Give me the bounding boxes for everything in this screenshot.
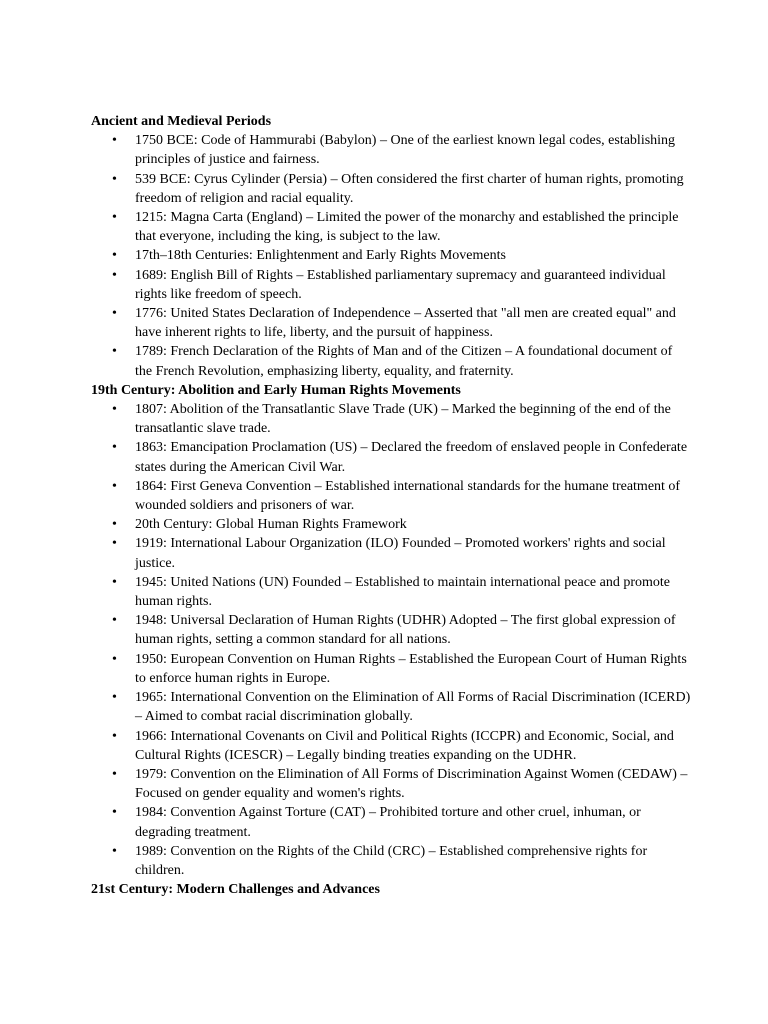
bullet-icon: • [112, 766, 117, 782]
list-item-text: 1950: European Convention on Human Rights – Established the European Court of Human Rights to enforce human rights in Europe. [135, 651, 687, 686]
list-item-text: 1215: Magna Carta (England) – Limited the power of the monarchy and established the principle that everyone, including the king, is subject to the law. [135, 210, 679, 245]
list-item [91, 573, 691, 611]
list-item-text: 20th Century: Global Human Rights Framework [135, 517, 407, 533]
list-item [91, 208, 691, 246]
list-item [91, 342, 691, 380]
section-heading: 21st Century: Modern Challenges and Advances [91, 882, 380, 898]
bullet-icon: • [112, 574, 117, 590]
bullet-icon: • [112, 344, 117, 360]
list-item [91, 515, 691, 534]
bullet-icon: • [112, 728, 117, 744]
list-item-text: 1864: First Geneva Convention – Established international standards for the humane treatment of wounded soldiers and prisoners of war. [135, 478, 681, 514]
bullet-list [91, 400, 691, 880]
list-item-text: 1945: United Nations (UN) Founded – Established to maintain international peace and promote human rights. [135, 574, 670, 610]
document-body [91, 112, 691, 899]
bullet-icon: • [112, 651, 117, 667]
list-item [91, 266, 691, 304]
bullet-icon: • [112, 248, 117, 264]
bullet-list [91, 131, 691, 381]
list-item-text: 1984: Convention Against Torture (CAT) – Prohibited torture and other cruel, inhuman, or degrading treatment. [135, 805, 641, 840]
list-item [91, 131, 691, 169]
bullet-icon: • [112, 267, 117, 283]
bullet-icon: • [112, 478, 117, 494]
list-item-text: 1979: Convention on the Elimination of All Forms of Discrimination Against Women (CEDAW) – Focused on gender equality and women's rights. [135, 766, 688, 802]
section-heading: 19th Century: Abolition and Early Human Rights Movements [91, 382, 461, 398]
list-item [91, 534, 691, 572]
bullet-icon: • [112, 536, 117, 552]
section-heading: Ancient and Medieval Periods [91, 114, 272, 129]
bullet-icon: • [112, 690, 117, 706]
list-item-text: 17th–18th Centuries: Enlightenment and Early Rights Movements [135, 248, 506, 264]
list-item-text: 1863: Emancipation Proclamation (US) – Declared the freedom of enslaved people in Confederate states during the American Civil War. [135, 440, 688, 475]
bullet-icon: • [112, 440, 117, 456]
section-ancient-medieval [91, 112, 691, 381]
list-item [91, 688, 691, 726]
list-item [91, 803, 691, 841]
list-item-text: 1989: Convention on the Rights of the Child (CRC) – Established comprehensive rights for children. [135, 843, 648, 878]
list-item [91, 438, 691, 476]
list-item [91, 477, 691, 515]
list-item-text: 1807: Abolition of the Transatlantic Slave Trade (UK) – Marked the beginning of the end of the transatlantic slave trade. [135, 402, 671, 437]
bullet-icon: • [112, 613, 117, 629]
list-item-text: 1965: International Convention on the Elimination of All Forms of Racial Discrimination (ICERD) – Aimed to combat racial discrimination globally. [135, 690, 691, 725]
list-item [91, 650, 691, 688]
bullet-icon: • [112, 171, 117, 187]
list-item [91, 400, 691, 438]
list-item [91, 170, 691, 208]
list-item [91, 842, 691, 880]
list-item [91, 304, 691, 342]
bullet-icon: • [112, 402, 117, 418]
list-item [91, 611, 691, 649]
list-item-text: 1919: International Labour Organization (ILO) Founded – Promoted workers' rights and social justice. [135, 536, 666, 571]
list-item [91, 765, 691, 803]
bullet-icon: • [112, 133, 117, 149]
list-item-text: 1948: Universal Declaration of Human Rights (UDHR) Adopted – The first global expression of human rights, setting a common standard for all nations. [135, 613, 676, 648]
bullet-icon: • [112, 843, 117, 859]
list-item-text: 1776: United States Declaration of Independence – Asserted that "all men are created equal" and have inherent rights to life, liberty, and the pursuit of happiness. [135, 306, 676, 341]
list-item [91, 727, 691, 765]
bullet-icon: • [112, 306, 117, 322]
bullet-icon: • [112, 805, 117, 821]
bullet-icon: • [112, 517, 117, 533]
section-19th-century [91, 381, 691, 880]
list-item-text: 1789: French Declaration of the Rights of Man and of the Citizen – A foundational document of the French Revolution, emphasizing liberty, equality, and fraternity. [135, 344, 673, 379]
list-item [91, 246, 691, 265]
section-21st-century [91, 880, 691, 899]
list-item-text: 1689: English Bill of Rights – Established parliamentary supremacy and guaranteed individual rights like freedom of speech. [135, 267, 666, 302]
list-item-text: 1966: International Covenants on Civil and Political Rights (ICCPR) and Economic, Social, and Cultural Rights (ICESCR) – Legally binding treaties expanding on the UDHR. [135, 728, 674, 763]
list-item-text: 1750 BCE: Code of Hammurabi (Babylon) – One of the earliest known legal codes, establishing principles of justice and fairness. [135, 133, 676, 168]
bullet-icon: • [112, 210, 117, 226]
list-item-text: 539 BCE: Cyrus Cylinder (Persia) – Often considered the first charter of human rights, promoting freedom of religion and racial equality. [135, 171, 684, 206]
